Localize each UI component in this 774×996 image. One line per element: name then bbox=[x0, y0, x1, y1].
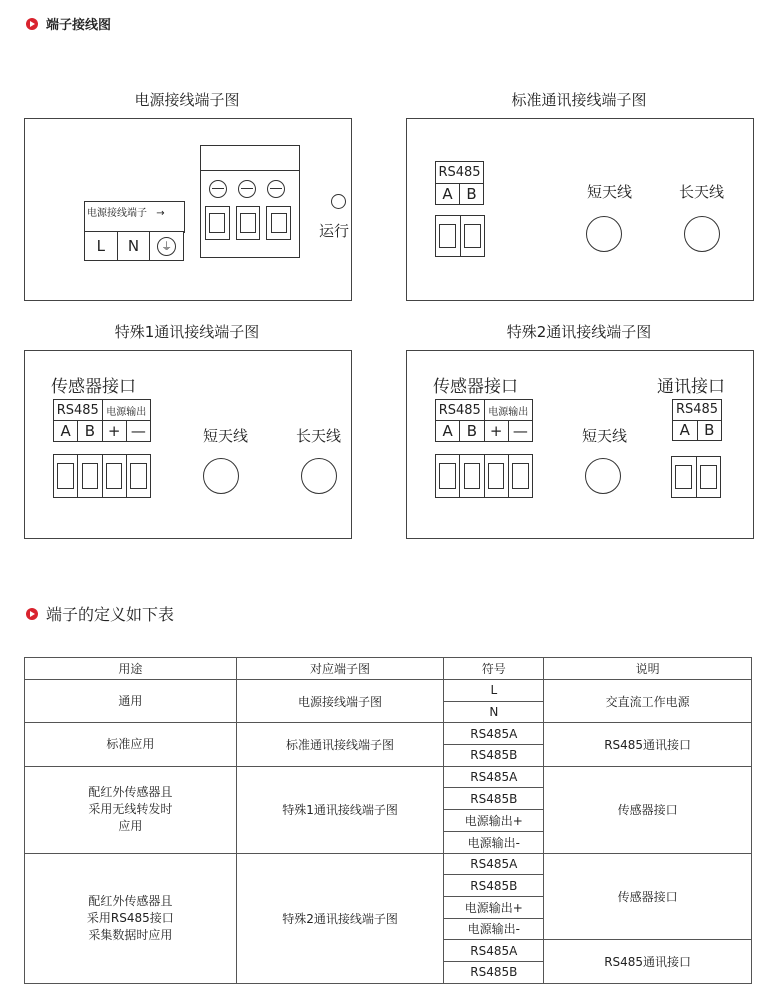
special2-panel bbox=[406, 350, 754, 539]
slot bbox=[205, 206, 230, 240]
slot bbox=[236, 206, 261, 240]
slot bbox=[697, 457, 721, 497]
symbol-cell: RS485A bbox=[444, 723, 544, 745]
rs485-label: RS485 bbox=[438, 164, 481, 180]
play-arrow-icon bbox=[26, 608, 38, 620]
panel-title-power: 电源接线端子图 bbox=[134, 91, 240, 109]
ground-terminal bbox=[150, 232, 183, 260]
symbol-cell: RS485B bbox=[444, 961, 544, 983]
arrow-right-icon: → bbox=[156, 208, 165, 219]
power-out-label: 电源输出 bbox=[488, 406, 529, 418]
table-row bbox=[25, 853, 752, 875]
connector-slots bbox=[205, 206, 291, 240]
use-cell: 标准应用 bbox=[25, 723, 237, 766]
panel-title-standard: 标准通讯接线端子图 bbox=[511, 91, 647, 109]
special2-connector bbox=[435, 454, 533, 498]
table-header-row bbox=[25, 658, 752, 680]
slot bbox=[103, 455, 127, 497]
slot bbox=[672, 457, 697, 497]
slot bbox=[509, 455, 532, 497]
symbol-cell: RS485B bbox=[444, 745, 544, 767]
comm-connector bbox=[671, 456, 721, 498]
diagram-cell: 特殊1通讯接线端子图 bbox=[236, 766, 444, 853]
description-cell: 传感器接口 bbox=[544, 766, 752, 853]
symbol-cell: RS485A bbox=[444, 940, 544, 962]
column-header: 用途 bbox=[25, 658, 237, 680]
cell-A: A bbox=[54, 421, 78, 441]
power-panel bbox=[24, 118, 352, 301]
cell-B: B bbox=[704, 421, 715, 440]
diagram-cell: 标准通讯接线端子图 bbox=[236, 723, 444, 766]
standard-panel bbox=[406, 118, 754, 301]
symbol-cell: RS485A bbox=[444, 766, 544, 788]
column-header: 符号 bbox=[444, 658, 544, 680]
section-title: 端子接线图 bbox=[46, 18, 112, 33]
comm-rs485-label-block bbox=[672, 399, 722, 441]
cell-minus: — bbox=[130, 422, 146, 440]
cell-plus: + bbox=[103, 421, 127, 441]
special1-terminal-label bbox=[53, 399, 151, 442]
short-antenna-icon bbox=[203, 458, 239, 494]
symbol-cell: L bbox=[444, 680, 544, 702]
slot bbox=[54, 455, 78, 497]
sensor-interface-title: 传感器接口 bbox=[433, 377, 518, 397]
long-antenna-icon bbox=[684, 216, 720, 252]
special2-terminal-label bbox=[435, 399, 533, 442]
screw-icon bbox=[267, 180, 285, 198]
column-header: 对应端子图 bbox=[236, 658, 444, 680]
slot bbox=[436, 455, 460, 497]
comm-interface-title: 通讯接口 bbox=[657, 377, 725, 397]
section-heading-wiring bbox=[26, 14, 111, 33]
symbol-cell: RS485B bbox=[444, 875, 544, 897]
symbol-cell: RS485B bbox=[444, 788, 544, 810]
power-terminal-block bbox=[84, 231, 184, 261]
connector-top bbox=[201, 146, 299, 171]
power-connector bbox=[200, 145, 300, 258]
slot bbox=[485, 455, 509, 497]
special1-connector bbox=[53, 454, 151, 498]
long-antenna-label: 长天线 bbox=[296, 427, 342, 445]
symbol-cell: RS485A bbox=[444, 853, 544, 875]
short-antenna-label: 短天线 bbox=[582, 427, 628, 445]
screw-icon bbox=[209, 180, 227, 198]
cell-A: A bbox=[436, 421, 460, 441]
slot bbox=[436, 216, 461, 256]
terminal-N: N bbox=[118, 232, 151, 260]
section-title: 端子的定义如下表 bbox=[46, 605, 175, 624]
slot bbox=[266, 206, 291, 240]
play-arrow-icon bbox=[26, 18, 38, 30]
ground-icon: ⏚ bbox=[157, 237, 176, 256]
long-antenna-label: 长天线 bbox=[679, 183, 725, 201]
run-label: 运行 bbox=[319, 222, 350, 240]
cell-A: A bbox=[436, 184, 460, 205]
table-row bbox=[25, 766, 752, 788]
standard-connector bbox=[435, 215, 485, 257]
symbol-cell: 电源输出- bbox=[444, 831, 544, 853]
description-cell: 交直流工作电源 bbox=[544, 680, 752, 723]
short-antenna-label: 短天线 bbox=[203, 427, 249, 445]
slot bbox=[127, 455, 150, 497]
symbol-cell: 电源输出- bbox=[444, 918, 544, 940]
short-antenna-label: 短天线 bbox=[587, 183, 633, 201]
use-cell: 配红外传感器且 采用RS485接口 采集数据时应用 bbox=[25, 853, 237, 983]
terminal-label-frame bbox=[84, 201, 185, 233]
sensor-interface-title: 传感器接口 bbox=[51, 377, 136, 397]
cell-B: B bbox=[78, 421, 102, 441]
description-cell: RS485通讯接口 bbox=[544, 940, 752, 983]
symbol-cell: N bbox=[444, 701, 544, 723]
long-antenna-icon bbox=[301, 458, 337, 494]
cell-minus: — bbox=[512, 422, 528, 440]
cell-A: A bbox=[673, 421, 698, 441]
terminal-L: L bbox=[85, 232, 118, 260]
description-cell: 传感器接口 bbox=[544, 853, 752, 940]
table-row bbox=[25, 680, 752, 702]
slot bbox=[461, 216, 485, 256]
run-indicator-led bbox=[331, 194, 346, 209]
terminal-definition-table bbox=[24, 657, 752, 984]
symbol-cell: 电源输出+ bbox=[444, 896, 544, 918]
panel-title-special2: 特殊2通讯接线端子图 bbox=[506, 323, 652, 341]
column-header: 说明 bbox=[544, 658, 752, 680]
short-antenna-icon bbox=[586, 216, 622, 252]
power-out-label: 电源输出 bbox=[106, 406, 147, 418]
screw-icon bbox=[238, 180, 256, 198]
panel-title-special1: 特殊1通讯接线端子图 bbox=[114, 323, 260, 341]
rs485-label: RS485 bbox=[675, 402, 719, 418]
diagram-cell: 电源接线端子图 bbox=[236, 680, 444, 723]
rs485-label: RS485 bbox=[54, 400, 103, 420]
slot bbox=[460, 455, 484, 497]
rs485-label: RS485 bbox=[436, 400, 485, 420]
symbol-cell: 电源输出+ bbox=[444, 810, 544, 832]
table-row bbox=[25, 723, 752, 745]
special1-panel bbox=[24, 350, 352, 539]
diagram-cell: 特殊2通讯接线端子图 bbox=[236, 853, 444, 983]
cell-B: B bbox=[466, 184, 477, 203]
cell-B: B bbox=[460, 421, 484, 441]
terminal-label-text: 电源接线端子 bbox=[87, 208, 147, 219]
use-cell: 通用 bbox=[25, 680, 237, 723]
use-cell: 配红外传感器且 采用无线转发时 应用 bbox=[25, 766, 237, 853]
short-antenna-icon bbox=[585, 458, 621, 494]
slot bbox=[78, 455, 102, 497]
cell-plus: + bbox=[485, 421, 509, 441]
standard-rs485-label-block bbox=[435, 161, 484, 205]
section-heading-definition bbox=[26, 602, 174, 625]
description-cell: RS485通讯接口 bbox=[544, 723, 752, 766]
